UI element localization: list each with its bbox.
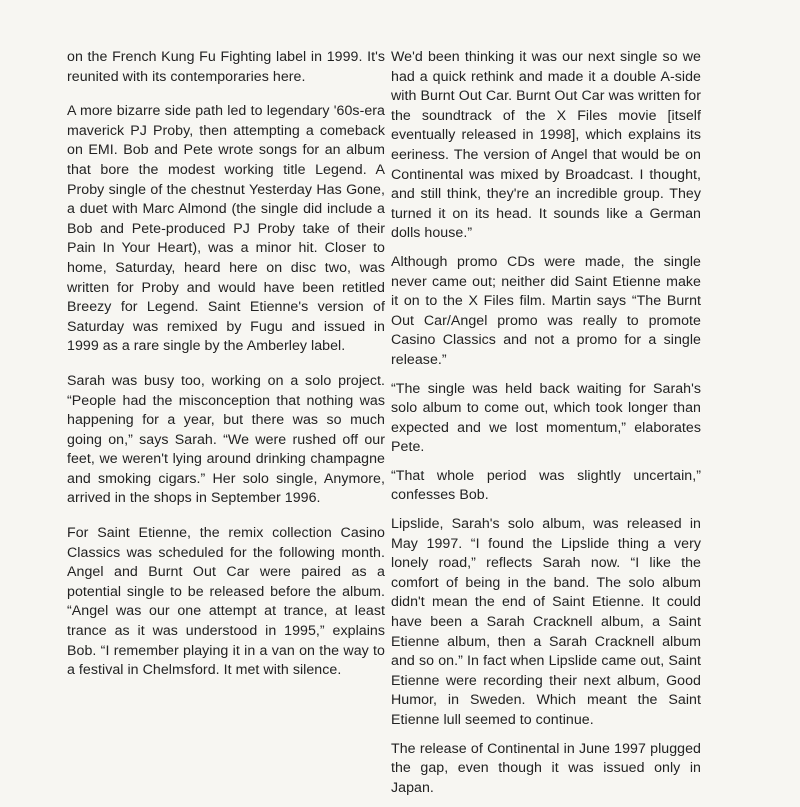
paragraph: Lipslide, Sarah's solo album, was released in May 1997. “I found the Lipslide thing a very lonely road,” reflects Sarah now. “I like the comfort of being in the band. The solo album didn't mean the end of Saint Etienne. It could have been a Sarah Cracknell album, a Saint Etienne album, then a Sarah Cracknell album and so on.” In fact when Lipslide came out, Saint Etienne were recording their next album, Good Humor, in Sweden. Which meant the Saint Etienne lull seemed to continue. (391, 516, 701, 728)
paragraph: For Saint Etienne, the remix collection Casino Classics was scheduled for the following month. Angel and Burnt Out Car were paired as a potential single to be released before the album. “Angel was our one attempt at trance, at least trance as it was understood in 1995,” explains Bob. “I remember playing it in a van on the way to a festival in Chelmsford. It met with silence. (67, 525, 385, 679)
right-column (391, 40, 701, 807)
paragraph: Although promo CDs were made, the single never came out; neither did Saint Etienne make it on to the X Files film. Martin says “The Burnt Out Car/Angel promo was really to promote Casino Classics and not a promo for a single release.” (391, 253, 701, 368)
paragraph: Sarah was busy too, working on a solo project. “People had the misconception that nothing was happening for a year, but there was so much going on,” says Sarah. “We were rushed off our feet, we weren't lying around drinking champagne and smoking cigars.” Her solo single, Anymore, arrived in the shops in September 1996. (67, 372, 385, 507)
left-column (67, 40, 385, 696)
paragraph: “That whole period was slightly uncertain,” confesses Bob. (391, 467, 701, 504)
paragraph: “The single was held back waiting for Sarah's solo album to come out, which took longer than expected and we lost momentum,” elaborates Pete. (391, 380, 701, 456)
paragraph: The release of Continental in June 1997 plugged the gap, even though it was issued only in Japan. (391, 740, 701, 796)
paragraph: A more bizarre side path led to legendary '60s-era maverick PJ Proby, then attempting a comeback on EMI. Bob and Pete wrote songs for an album that bore the modest working title Legend. A Proby single of the chestnut Yesterday Has Gone, a duet with Marc Almond (the single did include a Bob and Pete-produced PJ Proby take of their Pain In Your Heart), was a minor hit. Closer to home, Saturday, heard here on disc two, was written for Proby and would have been retitled Breezy for Legend. Saint Etienne's version of Saturday was remixed by Fugu and issued in 1999 as a rare single by the Amberley label. (67, 103, 385, 355)
paragraph: on the French Kung Fu Fighting label in 1999. It's reunited with its contemporaries here. (67, 49, 385, 85)
paragraph: We'd been thinking it was our next single so we had a quick rethink and made it a double A-side with Burnt Out Car. Burnt Out Car was written for the soundtrack of the X Files movie [itself eventually released in 1998], which explains its eeriness. The version of Angel that would be on Continental was mixed by Broadcast. I thought, and still think, they're an incredible group. They turned it on its head. It sounds like a German dolls house.” (391, 49, 701, 242)
